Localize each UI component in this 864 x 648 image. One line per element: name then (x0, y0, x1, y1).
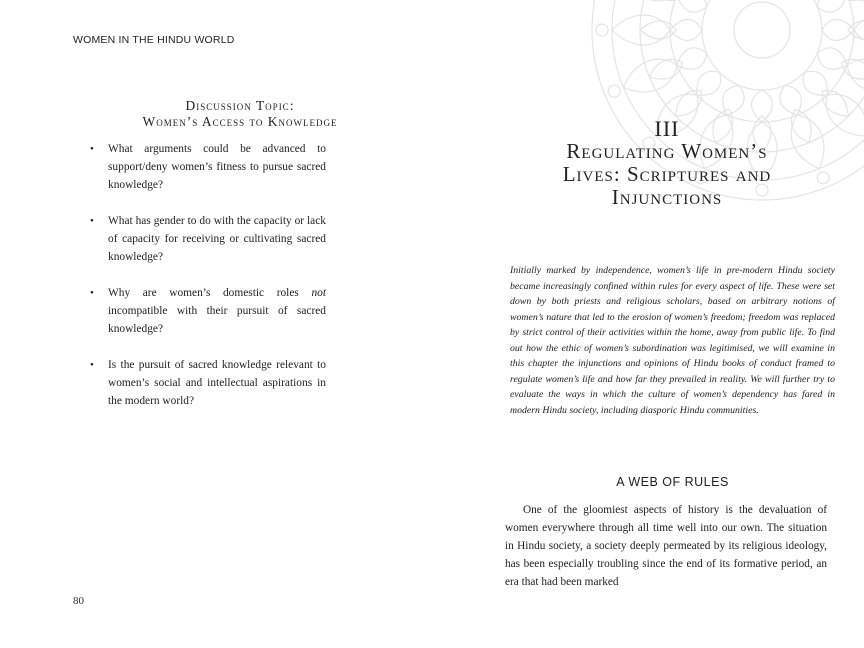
discussion-heading (90, 98, 390, 130)
chapter-title-line2: Lives: Scriptures and (562, 162, 772, 186)
page-number: 80 (73, 595, 84, 607)
section-heading: A WEB OF RULES (616, 475, 729, 489)
running-head: WOMEN IN THE HINDU WORLD (73, 34, 235, 46)
discussion-heading-line1: Discussion Topic: (185, 98, 295, 113)
discussion-question-3 (90, 284, 326, 338)
chapter-title-line1: Regulating Women’s (566, 139, 768, 163)
right-page (432, 0, 864, 648)
chapter-title-line3: Injunctions (611, 185, 723, 209)
discussion-question-2: • What has gender to do with the capacity or lack of capacity for receiving or cultivating sacred knowledge? (90, 212, 326, 266)
discussion-question-list (90, 140, 326, 428)
question-3-pre: Why are women’s domestic roles (108, 287, 312, 299)
discussion-question-4: • Is the pursuit of sacred knowledge relevant to women’s social and intellectual aspirations in the modern world? (90, 356, 326, 410)
discussion-heading-line2: Women’s Access to Knowledge (142, 114, 338, 129)
chapter-number: III (654, 116, 680, 141)
chapter-abstract: Initially marked by independence, women’s life in pre-modern Hindu society became increasingly confined within rules for every aspect of life. These were set down by both priests and religious scholars, based on arbitrary notions of women’s nature that led to the erosion of women’s freedom; freedom was replaced by strict control of their activities within the home, away from public life. To find out how the ethic of women’s subordination was legitimised, we will examine in this chapter the injunctions and opinions of Hindu books of conduct framed to regulate women’s life and how far they prevailed in reality. We will further try to evaluate the ways in which the culture of women’s dependency has fared in modern Hindu society, including diasporic Hindu communities. (510, 265, 835, 416)
chapter-title (502, 117, 832, 209)
body-paragraph: One of the gloomiest aspects of history is the devaluation of women everywhere through all time well into our own. The situation in Hindu society, a society deeply permeated by its religious ideology, has been especially troubling since the end of its formative period, an era that had been marked (505, 504, 827, 588)
discussion-question-1: • What arguments could be advanced to support/deny women’s fitness to pursue sacred knowledge? (90, 140, 326, 194)
question-3-post: incompatible with their pursuit of sacred knowledge? (108, 305, 326, 335)
question-3-emphasis: not (311, 287, 326, 299)
